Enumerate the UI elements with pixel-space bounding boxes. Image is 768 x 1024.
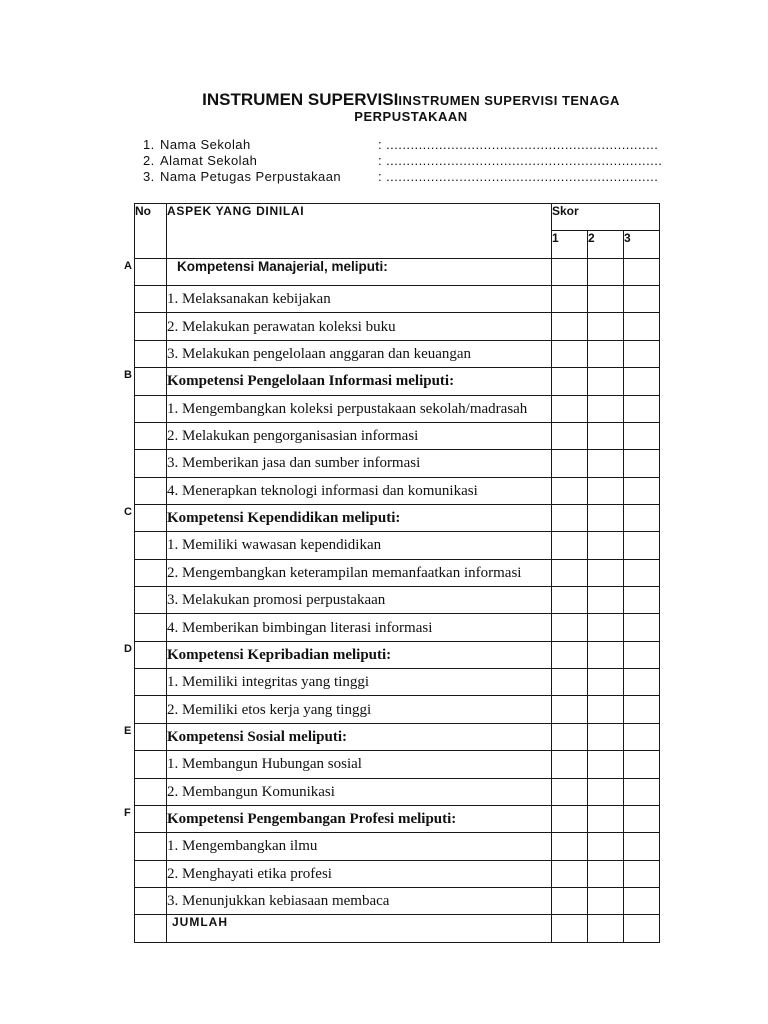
aspect-item: 3. Menunjukkan kebiasaan membaca bbox=[167, 887, 552, 914]
row-number-cell bbox=[135, 450, 167, 477]
score-cell-1 bbox=[552, 368, 588, 395]
score-cell-2 bbox=[588, 887, 624, 914]
item-row bbox=[135, 395, 660, 422]
row-number-cell bbox=[135, 286, 167, 313]
score-cell-1 bbox=[552, 477, 588, 504]
row-number-cell bbox=[124, 641, 167, 668]
aspect-item: 2. Melakukan perawatan koleksi buku bbox=[167, 313, 552, 340]
score-cell-1 bbox=[552, 450, 588, 477]
row-number-cell bbox=[135, 477, 167, 504]
field-number: 3. bbox=[143, 169, 155, 184]
item-row bbox=[135, 696, 660, 723]
title-line-1 bbox=[111, 91, 711, 109]
score-cell-2 bbox=[588, 477, 624, 504]
field-label: Alamat Sekolah bbox=[160, 153, 258, 168]
row-number-cell bbox=[135, 422, 167, 449]
aspect-item: 1. Melaksanakan kebijakan bbox=[167, 286, 552, 313]
row-number-cell bbox=[135, 915, 167, 942]
score-cell-2 bbox=[588, 504, 624, 531]
score-cell-2 bbox=[588, 669, 624, 696]
score-cell-2 bbox=[588, 805, 624, 832]
field-blank: : .................................................................... bbox=[378, 153, 663, 168]
score-column-header: Skor bbox=[552, 204, 660, 231]
score-cell-1 bbox=[552, 751, 588, 778]
section-letter: D bbox=[124, 642, 132, 655]
score-cell-2 bbox=[588, 368, 624, 395]
field-blank: : ................................................................... bbox=[378, 169, 659, 184]
score-cell-2 bbox=[588, 833, 624, 860]
row-number-cell bbox=[135, 778, 167, 805]
item-row bbox=[135, 833, 660, 860]
field-label: Nama Petugas Perpustakaan bbox=[160, 169, 342, 184]
item-row bbox=[135, 751, 660, 778]
row-number-cell bbox=[135, 669, 167, 696]
section-letter: F bbox=[124, 806, 131, 819]
total-row bbox=[135, 915, 660, 942]
row-number-cell bbox=[135, 395, 167, 422]
item-row bbox=[135, 532, 660, 559]
score-cell-1 bbox=[552, 286, 588, 313]
row-number-cell bbox=[135, 614, 167, 641]
score-cell-1 bbox=[552, 805, 588, 832]
score-cell-1 bbox=[552, 641, 588, 668]
row-number-cell bbox=[135, 887, 167, 914]
section-title: Kompetensi Sosial meliputi: bbox=[167, 723, 552, 750]
score-cell-3 bbox=[624, 532, 660, 559]
section-title: Kompetensi Pengelolaan Informasi meliputi: bbox=[167, 368, 552, 395]
aspect-item: 2. Mengembangkan keterampilan memanfaatkan informasi bbox=[167, 559, 552, 586]
row-number-cell bbox=[124, 723, 167, 750]
score-cell-3 bbox=[624, 368, 660, 395]
field-nama-petugas bbox=[143, 169, 668, 185]
score-cell-2 bbox=[588, 422, 624, 449]
aspect-item: 3. Melakukan pengelolaan anggaran dan keuangan bbox=[167, 340, 552, 367]
score-cell-2 bbox=[588, 559, 624, 586]
aspect-item: 1. Memiliki integritas yang tinggi bbox=[167, 669, 552, 696]
field-number: 2. bbox=[143, 153, 155, 168]
score-cell-1 bbox=[552, 778, 588, 805]
score-cell-1 bbox=[552, 559, 588, 586]
row-number-cell bbox=[135, 313, 167, 340]
score-cell-3 bbox=[624, 422, 660, 449]
score-cell-3 bbox=[624, 587, 660, 614]
section-header-row bbox=[135, 368, 660, 395]
score-cell-3 bbox=[624, 258, 660, 285]
score-1-header: 1 bbox=[552, 231, 588, 258]
total-label: JUMLAH bbox=[167, 915, 552, 942]
aspect-item: 1. Membangun Hubungan sosial bbox=[167, 751, 552, 778]
row-number-cell bbox=[135, 860, 167, 887]
section-title: Kompetensi Manajerial, meliputi: bbox=[167, 258, 552, 285]
score-cell-2 bbox=[588, 751, 624, 778]
item-row bbox=[135, 860, 660, 887]
score-cell-1 bbox=[552, 587, 588, 614]
assessment-table bbox=[124, 203, 660, 943]
score-cell-3 bbox=[624, 450, 660, 477]
score-cell-1 bbox=[552, 887, 588, 914]
score-cell-3 bbox=[624, 286, 660, 313]
score-cell-2 bbox=[588, 340, 624, 367]
score-cell-3 bbox=[624, 614, 660, 641]
score-cell-3 bbox=[624, 915, 660, 942]
aspect-item: 1. Mengembangkan koleksi perpustakaan sekolah/madrasah bbox=[167, 395, 552, 422]
aspect-item: 2. Memiliki etos kerja yang tinggi bbox=[167, 696, 552, 723]
score-cell-3 bbox=[624, 751, 660, 778]
score-cell-1 bbox=[552, 915, 588, 942]
aspect-item: 1. Memiliki wawasan kependidikan bbox=[167, 532, 552, 559]
score-2-header: 2 bbox=[588, 231, 624, 258]
score-cell-1 bbox=[552, 860, 588, 887]
section-header-row bbox=[135, 641, 660, 668]
score-cell-2 bbox=[588, 860, 624, 887]
aspect-item: 4. Menerapkan teknologi informasi dan komunikasi bbox=[167, 477, 552, 504]
score-cell-2 bbox=[588, 532, 624, 559]
score-cell-1 bbox=[552, 395, 588, 422]
item-row bbox=[135, 313, 660, 340]
item-row bbox=[135, 778, 660, 805]
score-cell-2 bbox=[588, 614, 624, 641]
row-number-cell bbox=[124, 368, 167, 395]
row-number-cell bbox=[135, 751, 167, 778]
section-header-row bbox=[135, 723, 660, 750]
score-cell-2 bbox=[588, 450, 624, 477]
score-cell-3 bbox=[624, 504, 660, 531]
item-row bbox=[135, 422, 660, 449]
score-cell-1 bbox=[552, 340, 588, 367]
score-cell-1 bbox=[552, 422, 588, 449]
title-sub-line-2: PERPUSTAKAAN bbox=[354, 109, 468, 124]
section-header-row bbox=[135, 258, 660, 285]
score-cell-3 bbox=[624, 860, 660, 887]
aspect-item: 2. Melakukan pengorganisasian informasi bbox=[167, 422, 552, 449]
score-cell-2 bbox=[588, 395, 624, 422]
header-row bbox=[135, 204, 660, 231]
field-label: Nama Sekolah bbox=[160, 137, 251, 152]
item-row bbox=[135, 614, 660, 641]
title-sub-line-1: INSTRUMEN SUPERVISI TENAGA bbox=[398, 93, 620, 108]
title-main: INSTRUMEN SUPERVISI bbox=[202, 90, 399, 109]
item-row bbox=[135, 669, 660, 696]
score-cell-1 bbox=[552, 614, 588, 641]
aspect-item: 3. Melakukan promosi perpustakaan bbox=[167, 587, 552, 614]
score-cell-3 bbox=[624, 696, 660, 723]
score-cell-1 bbox=[552, 258, 588, 285]
row-number-cell bbox=[135, 340, 167, 367]
row-number-cell bbox=[135, 532, 167, 559]
score-cell-1 bbox=[552, 669, 588, 696]
section-header-row bbox=[135, 504, 660, 531]
row-number-cell bbox=[124, 805, 167, 832]
row-number-cell bbox=[135, 559, 167, 586]
section-title: Kompetensi Pengembangan Profesi meliputi: bbox=[167, 805, 552, 832]
item-row bbox=[135, 450, 660, 477]
score-cell-1 bbox=[552, 532, 588, 559]
aspect-item: 1. Mengembangkan ilmu bbox=[167, 833, 552, 860]
document-title bbox=[111, 91, 711, 125]
row-number-cell bbox=[135, 696, 167, 723]
score-cell-3 bbox=[624, 477, 660, 504]
section-letter: A bbox=[124, 259, 132, 272]
section-title: Kompetensi Kependidikan meliputi: bbox=[167, 504, 552, 531]
field-number: 1. bbox=[143, 137, 155, 152]
row-number-cell bbox=[135, 833, 167, 860]
aspect-item: 2. Membangun Komunikasi bbox=[167, 778, 552, 805]
score-cell-3 bbox=[624, 559, 660, 586]
score-cell-3 bbox=[624, 669, 660, 696]
score-cell-3 bbox=[624, 340, 660, 367]
field-blank: : ................................................................... bbox=[378, 137, 659, 152]
score-cell-3 bbox=[624, 833, 660, 860]
score-cell-3 bbox=[624, 723, 660, 750]
section-header-row bbox=[135, 805, 660, 832]
score-cell-2 bbox=[588, 286, 624, 313]
score-cell-2 bbox=[588, 258, 624, 285]
item-row bbox=[135, 887, 660, 914]
row-number-cell bbox=[124, 504, 167, 531]
aspect-item: 2. Menghayati etika profesi bbox=[167, 860, 552, 887]
score-cell-2 bbox=[588, 696, 624, 723]
score-cell-3 bbox=[624, 887, 660, 914]
item-row bbox=[135, 340, 660, 367]
aspect-column-header: ASPEK YANG DINILAI bbox=[167, 204, 552, 259]
score-cell-3 bbox=[624, 313, 660, 340]
row-number-cell bbox=[124, 258, 167, 285]
section-title: Kompetensi Kepribadian meliputi: bbox=[167, 641, 552, 668]
section-letter: E bbox=[124, 724, 132, 737]
score-3-header: 3 bbox=[624, 231, 660, 258]
field-nama-sekolah bbox=[143, 137, 668, 153]
aspect-item: 3. Memberikan jasa dan sumber informasi bbox=[167, 450, 552, 477]
score-cell-3 bbox=[624, 778, 660, 805]
score-cell-2 bbox=[588, 778, 624, 805]
score-cell-3 bbox=[624, 805, 660, 832]
field-alamat-sekolah bbox=[143, 153, 668, 169]
score-cell-1 bbox=[552, 504, 588, 531]
score-cell-2 bbox=[588, 723, 624, 750]
item-row bbox=[135, 587, 660, 614]
section-letter: B bbox=[124, 369, 132, 382]
score-cell-1 bbox=[552, 313, 588, 340]
item-row bbox=[135, 477, 660, 504]
score-cell-1 bbox=[552, 833, 588, 860]
item-row bbox=[135, 286, 660, 313]
score-cell-1 bbox=[552, 723, 588, 750]
aspect-item: 4. Memberikan bimbingan literasi informasi bbox=[167, 614, 552, 641]
identity-fields bbox=[143, 137, 668, 185]
no-column-header: No bbox=[135, 204, 167, 259]
item-row bbox=[135, 559, 660, 586]
section-letter: C bbox=[124, 505, 132, 518]
score-cell-3 bbox=[624, 395, 660, 422]
score-cell-2 bbox=[588, 313, 624, 340]
row-number-cell bbox=[135, 587, 167, 614]
score-cell-2 bbox=[588, 915, 624, 942]
score-cell-2 bbox=[588, 587, 624, 614]
score-cell-3 bbox=[624, 641, 660, 668]
score-cell-1 bbox=[552, 696, 588, 723]
score-cell-2 bbox=[588, 641, 624, 668]
